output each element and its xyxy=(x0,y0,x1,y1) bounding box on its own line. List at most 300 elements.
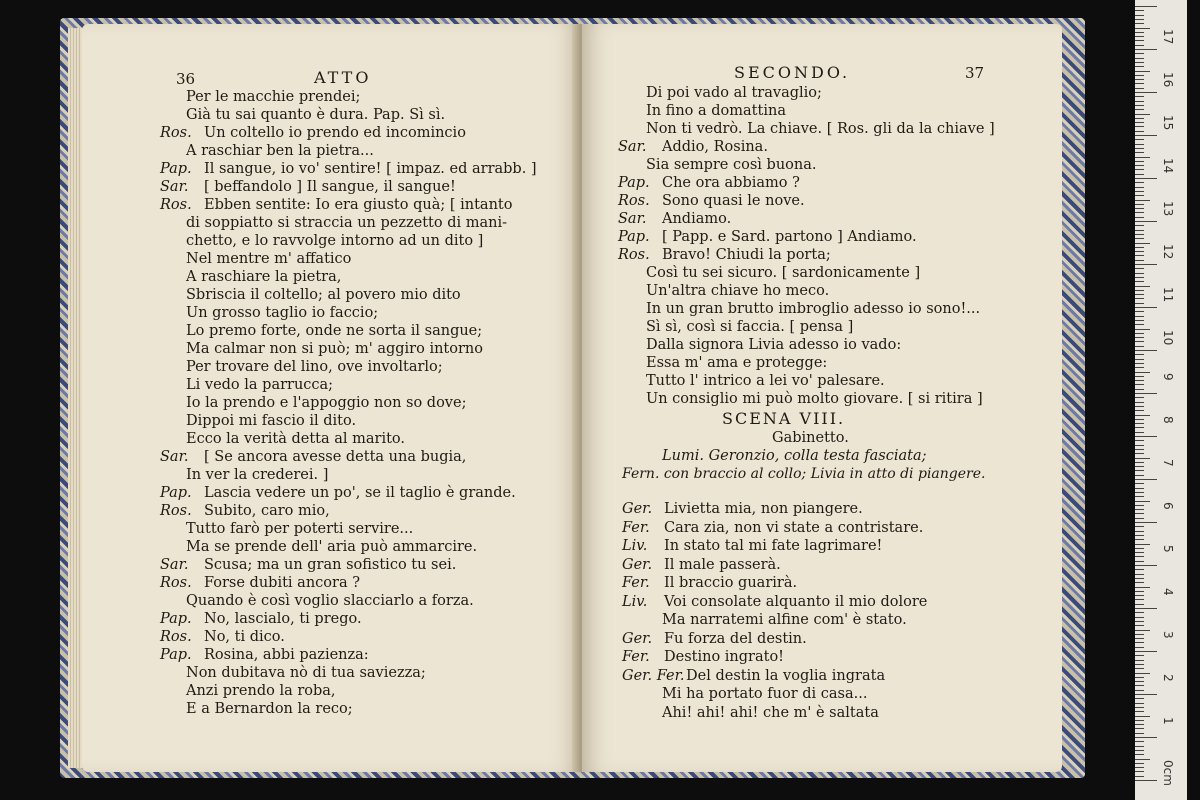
ruler-tick xyxy=(1135,260,1144,261)
ruler-tick xyxy=(1135,118,1144,119)
ruler-tick xyxy=(1135,298,1144,299)
ruler-tick xyxy=(1135,677,1144,678)
ruler-label: 4 xyxy=(1161,588,1175,596)
ruler-tick xyxy=(1135,15,1144,16)
text-line: No, lascialo, ti prego. xyxy=(204,611,362,627)
ruler-tick xyxy=(1135,501,1150,502)
text-line: Anzi prendo la roba, xyxy=(186,683,336,699)
ruler-tick xyxy=(1135,169,1144,170)
ruler-tick xyxy=(1135,591,1144,592)
ruler-tick xyxy=(1135,612,1144,613)
ruler-label: 0cm xyxy=(1161,760,1175,786)
scene-title: SCENA VIII. xyxy=(722,409,846,428)
ruler-tick xyxy=(1135,767,1144,768)
text-line: In un gran brutto imbroglio adesso io sono!... xyxy=(646,301,981,317)
ruler-tick xyxy=(1135,294,1144,295)
ruler-label: 1 xyxy=(1161,717,1175,725)
ruler-tick xyxy=(1135,690,1144,691)
ruler-tick xyxy=(1135,402,1144,403)
text-line: Dippoi mi fascio il dito. xyxy=(186,413,357,429)
text-line: Fu forza del destin. xyxy=(664,630,807,647)
ruler-tick xyxy=(1135,28,1150,29)
ruler-tick xyxy=(1135,75,1144,76)
ruler-label: 9 xyxy=(1161,373,1175,381)
ruler-tick xyxy=(1135,475,1144,476)
ruler-tick xyxy=(1135,505,1144,506)
ruler-tick xyxy=(1135,780,1157,781)
ruler-tick xyxy=(1135,311,1144,312)
ruler-tick xyxy=(1135,367,1144,368)
ruler-tick xyxy=(1135,561,1144,562)
ruler-tick xyxy=(1135,470,1144,471)
ruler-tick xyxy=(1135,419,1144,420)
ruler-tick xyxy=(1135,71,1150,72)
ruler-tick xyxy=(1135,531,1144,532)
text-line: Rosina, abbi pazienza: xyxy=(204,647,369,663)
text-line: Dalla signora Livia adesso io vado: xyxy=(646,337,902,353)
speaker-label: Ros. xyxy=(618,247,650,263)
ruler-tick xyxy=(1135,544,1150,545)
ruler-tick xyxy=(1135,617,1144,618)
text-line: [ beffandolo ] Il sangue, il sangue! xyxy=(204,179,456,195)
ruler-tick xyxy=(1135,548,1144,549)
text-line: Già tu sai quanto è dura. Pap. Sì sì. xyxy=(186,107,446,123)
speaker-label: Ger. xyxy=(622,630,653,647)
ruler-label: 8 xyxy=(1161,416,1175,424)
ruler-label: 14 xyxy=(1161,158,1175,174)
ruler-tick xyxy=(1135,587,1150,588)
ruler-tick xyxy=(1135,380,1144,381)
ruler-tick xyxy=(1135,453,1144,454)
ruler-tick xyxy=(1135,79,1144,80)
ruler-tick xyxy=(1135,157,1150,158)
text-line: Andiamo. xyxy=(662,211,732,227)
ruler-tick xyxy=(1135,496,1144,497)
text-line: Livietta mia, non piangere. xyxy=(664,501,863,517)
ruler-tick xyxy=(1135,716,1150,717)
ruler-tick xyxy=(1135,427,1144,428)
ruler-tick xyxy=(1135,664,1144,665)
speaker-label: Liv. xyxy=(622,593,648,610)
speaker-label: Ros. xyxy=(160,197,192,213)
text-line: Ecco la verità detta al marito. xyxy=(186,431,406,447)
speaker-label: Ros. xyxy=(160,575,192,591)
ruler-tick xyxy=(1135,152,1144,153)
text-line: In stato tal mi fate lagrimare! xyxy=(664,538,883,554)
ruler-tick xyxy=(1135,526,1144,527)
text-line: Un consiglio mi può molto giovare. [ si ritira ] xyxy=(646,391,983,407)
ruler-tick xyxy=(1135,243,1150,244)
ruler-tick xyxy=(1135,458,1150,459)
speaker-label: Pap. xyxy=(618,175,650,191)
ruler-tick xyxy=(1135,105,1144,106)
ruler-tick xyxy=(1135,707,1144,708)
text-line: Un'altra chiave ho meco. xyxy=(646,283,830,299)
ruler-tick xyxy=(1135,126,1144,127)
ruler-tick xyxy=(1135,741,1144,742)
ruler-tick xyxy=(1135,569,1144,570)
ruler-tick xyxy=(1135,513,1144,514)
ruler-tick xyxy=(1135,191,1144,192)
stage-direction: Fern. con braccio al collo; Livia in atto di piangere. xyxy=(622,466,986,482)
ruler-tick xyxy=(1135,608,1157,609)
ruler-tick xyxy=(1135,711,1144,712)
ruler-tick xyxy=(1135,359,1144,360)
ruler-tick xyxy=(1135,92,1157,93)
measurement-ruler xyxy=(1135,0,1187,800)
ruler-tick xyxy=(1135,208,1144,209)
ruler-tick xyxy=(1135,53,1144,54)
ruler-tick xyxy=(1135,556,1144,557)
ruler-tick xyxy=(1135,88,1144,89)
ruler-tick xyxy=(1135,685,1144,686)
text-line: Ahi! ahi! ahi! che m' è saltata xyxy=(662,704,879,721)
text-line: Del destin la voglia ingrata xyxy=(686,667,886,684)
ruler-tick xyxy=(1135,621,1144,622)
ruler-tick xyxy=(1135,341,1144,342)
scene-place: Gabinetto. xyxy=(772,430,849,446)
text-line: Lascia vedere un po', se il taglio è grande. xyxy=(204,485,516,501)
text-line: Tutto farò per poterti servire... xyxy=(186,521,414,537)
ruler-tick xyxy=(1135,217,1144,218)
ruler-tick xyxy=(1135,724,1144,725)
ruler-label: 7 xyxy=(1161,459,1175,467)
ruler-tick xyxy=(1135,642,1144,643)
text-line: Sbriscia il coltello; al povero mio dito xyxy=(186,287,461,303)
text-line: Il braccio guarirà. xyxy=(664,575,798,591)
ruler-tick xyxy=(1135,483,1144,484)
speaker-label: Fer. xyxy=(622,575,650,591)
ruler-tick xyxy=(1135,307,1157,308)
speaker-label: Pap. xyxy=(160,647,192,663)
text-line: Nel mentre m' affatico xyxy=(186,251,352,267)
text-line: Sì sì, così si faccia. [ pensa ] xyxy=(646,319,854,335)
text-line: Un grosso taglio io faccio; xyxy=(186,305,379,321)
text-line: di soppiatto si straccia un pezzetto di mani- xyxy=(186,215,508,231)
ruler-tick xyxy=(1135,268,1144,269)
ruler-tick xyxy=(1135,733,1144,734)
speaker-label: Ros. xyxy=(160,503,192,519)
speaker-label: Pap. xyxy=(160,485,192,501)
text-line: Io la prendo e l'appoggio non so dove; xyxy=(186,395,467,411)
ruler-tick xyxy=(1135,582,1144,583)
ruler-tick xyxy=(1135,432,1144,433)
ruler-tick xyxy=(1135,384,1144,385)
running-header: ATTO xyxy=(314,68,372,87)
ruler-label: 3 xyxy=(1161,631,1175,639)
speaker-label: Ger. xyxy=(622,556,653,573)
text-line: Destino ingrato! xyxy=(664,649,785,665)
ruler-tick xyxy=(1135,144,1144,145)
speaker-label: Pap. xyxy=(618,229,650,245)
ruler-tick xyxy=(1135,750,1144,751)
ruler-tick xyxy=(1135,346,1144,347)
ruler-tick xyxy=(1135,638,1144,639)
right-page xyxy=(582,24,1062,772)
ruler-tick xyxy=(1135,45,1144,46)
ruler-tick xyxy=(1135,83,1144,84)
ruler-tick xyxy=(1135,746,1144,747)
speaker-label: Fer. xyxy=(622,519,650,536)
speaker-label: Sar. xyxy=(618,139,647,155)
ruler-label: 11 xyxy=(1161,287,1175,303)
ruler-label: 10 xyxy=(1161,330,1175,346)
ruler-tick xyxy=(1135,96,1144,97)
ruler-label: 16 xyxy=(1161,72,1175,88)
text-line: Che ora abbiamo ? xyxy=(662,175,800,191)
ruler-tick xyxy=(1135,187,1144,188)
running-header: SECONDO. xyxy=(734,63,851,82)
ruler-tick xyxy=(1135,449,1144,450)
ruler-tick xyxy=(1135,320,1144,321)
ruler-tick xyxy=(1135,354,1144,355)
text-line: Li vedo la parrucca; xyxy=(186,377,334,393)
ruler-tick xyxy=(1135,6,1157,7)
text-line: Per le macchie prendei; xyxy=(186,89,361,105)
speaker-label: Pap. xyxy=(160,611,192,627)
ruler-tick xyxy=(1135,49,1157,50)
speaker-label: Pap. xyxy=(160,161,192,177)
text-line: Un coltello io prendo ed incomincio xyxy=(204,125,466,141)
ruler-tick xyxy=(1135,776,1144,777)
ruler-tick xyxy=(1135,522,1157,523)
text-line: Lo premo forte, onde ne sorta il sangue; xyxy=(186,323,483,339)
ruler-tick xyxy=(1135,445,1144,446)
ruler-label: 15 xyxy=(1161,115,1175,131)
ruler-tick xyxy=(1135,316,1144,317)
text-line: No, ti dico. xyxy=(204,629,285,645)
ruler-tick xyxy=(1135,759,1150,760)
ruler-tick xyxy=(1135,634,1144,635)
text-line: [ Papp. e Sard. partono ] Andiamo. xyxy=(662,229,917,245)
page-number: 36 xyxy=(176,70,196,88)
text-line: Subito, caro mio, xyxy=(204,503,330,519)
ruler-tick xyxy=(1135,337,1144,338)
ruler-tick xyxy=(1135,703,1144,704)
text-line: Forse dubiti ancora ? xyxy=(204,575,360,591)
ruler-tick xyxy=(1135,264,1157,265)
ruler-label: 17 xyxy=(1161,29,1175,45)
ruler-tick xyxy=(1135,221,1157,222)
ruler-tick xyxy=(1135,415,1150,416)
ruler-tick xyxy=(1135,148,1144,149)
speaker-label: Liv. xyxy=(622,538,648,554)
ruler-label: 5 xyxy=(1161,545,1175,553)
ruler-tick xyxy=(1135,178,1157,179)
text-line: In fino a domattina xyxy=(646,103,786,119)
ruler-tick xyxy=(1135,363,1144,364)
ruler-tick xyxy=(1135,225,1144,226)
text-line: Il sangue, io vo' sentire! [ impaz. ed arrabb. ] xyxy=(204,161,537,177)
ruler-label: 6 xyxy=(1161,502,1175,510)
ruler-tick xyxy=(1135,303,1144,304)
text-line: Tutto l' intrico a lei vo' palesare. xyxy=(646,373,885,389)
text-line: Non dubitava nò di tua saviezza; xyxy=(186,665,426,681)
text-line: Cara zia, non vi state a contristare. xyxy=(664,519,924,536)
speaker-label: Sar. xyxy=(160,179,189,195)
ruler-tick xyxy=(1135,655,1144,656)
ruler-tick xyxy=(1135,698,1144,699)
speaker-label: Sar. xyxy=(160,557,189,573)
ruler-tick xyxy=(1135,393,1157,394)
text-line: Non ti vedrò. La chiave. [ Ros. gli da la chiave ] xyxy=(646,121,995,137)
text-line: Di poi vado al travaglio; xyxy=(646,85,822,101)
ruler-tick xyxy=(1135,200,1150,201)
ruler-tick xyxy=(1135,462,1144,463)
text-line: Sia sempre così buona. xyxy=(646,157,817,173)
ruler-tick xyxy=(1135,58,1144,59)
ruler-tick xyxy=(1135,488,1144,489)
ruler-label: 13 xyxy=(1161,201,1175,217)
ruler-tick xyxy=(1135,247,1144,248)
ruler-tick xyxy=(1135,230,1144,231)
ruler-tick xyxy=(1135,212,1144,213)
text-line: A raschiare la pietra, xyxy=(186,269,342,285)
text-line: A raschiar ben la pietra... xyxy=(186,143,374,159)
ruler-tick xyxy=(1135,372,1150,373)
ruler-tick xyxy=(1135,389,1144,390)
ruler-tick xyxy=(1135,182,1144,183)
ruler-tick xyxy=(1135,599,1144,600)
speaker-label: Ros. xyxy=(160,629,192,645)
ruler-tick xyxy=(1135,195,1144,196)
ruler-tick xyxy=(1135,728,1144,729)
ruler-tick xyxy=(1135,324,1144,325)
ruler-tick xyxy=(1135,66,1144,67)
ruler-tick xyxy=(1135,535,1144,536)
ruler-tick xyxy=(1135,595,1144,596)
ruler-tick xyxy=(1135,135,1157,136)
text-line: Ma narratemi alfine com' è stato. xyxy=(662,612,907,628)
ruler-tick xyxy=(1135,109,1144,110)
ruler-tick xyxy=(1135,423,1144,424)
ruler-tick xyxy=(1135,509,1144,510)
ruler-tick xyxy=(1135,286,1150,287)
ruler-tick xyxy=(1135,376,1144,377)
ruler-tick xyxy=(1135,174,1144,175)
ruler-tick xyxy=(1135,165,1144,166)
left-page xyxy=(82,24,580,772)
speaker-label: Ger. Fer. xyxy=(622,667,685,684)
ruler-tick xyxy=(1135,281,1144,282)
text-line: Il male passerà. xyxy=(664,556,781,573)
ruler-tick xyxy=(1135,763,1144,764)
ruler-tick xyxy=(1135,238,1144,239)
ruler-tick xyxy=(1135,436,1157,437)
speaker-label: Sar. xyxy=(618,211,647,227)
ruler-tick xyxy=(1135,333,1144,334)
ruler-tick xyxy=(1135,131,1144,132)
ruler-tick xyxy=(1135,720,1144,721)
speaker-label: Ger. xyxy=(622,501,653,517)
ruler-tick xyxy=(1135,329,1150,330)
text-line: Sono quasi le nove. xyxy=(662,193,805,209)
ruler-tick xyxy=(1135,114,1150,115)
text-line: In ver la crederei. ] xyxy=(186,467,329,483)
text-line: Essa m' ama e protegge: xyxy=(646,355,828,371)
ruler-tick xyxy=(1135,625,1144,626)
ruler-tick xyxy=(1135,122,1144,123)
ruler-tick xyxy=(1135,234,1144,235)
ruler-tick xyxy=(1135,397,1144,398)
ruler-tick xyxy=(1135,604,1144,605)
stage-direction: Lumi. Geronzio, colla testa fasciata; xyxy=(662,448,927,464)
ruler-tick xyxy=(1135,668,1144,669)
ruler-tick xyxy=(1135,36,1144,37)
text-line: Mi ha portato fuor di casa... xyxy=(662,686,868,702)
ruler-tick xyxy=(1135,23,1144,24)
ruler-tick xyxy=(1135,574,1144,575)
ruler-tick xyxy=(1135,101,1144,102)
ruler-tick xyxy=(1135,273,1144,274)
ruler-tick xyxy=(1135,251,1144,252)
ruler-tick xyxy=(1135,660,1144,661)
speaker-label: Sar. xyxy=(160,449,189,465)
speaker-label: Fer. xyxy=(622,649,650,665)
ruler-tick xyxy=(1135,479,1157,480)
ruler-tick xyxy=(1135,40,1144,41)
ruler-tick xyxy=(1135,539,1144,540)
text-line: Per trovare del lino, ove involtarlo; xyxy=(186,359,443,375)
ruler-tick xyxy=(1135,492,1144,493)
ruler-tick xyxy=(1135,62,1144,63)
ruler-tick xyxy=(1135,32,1144,33)
ruler-tick xyxy=(1135,19,1144,20)
text-line: Scusa; ma un gran sofistico tu sei. xyxy=(204,557,457,573)
ruler-label: 2 xyxy=(1161,674,1175,682)
text-line: Quando è così voglio slacciarlo a forza. xyxy=(186,593,474,609)
text-line: Così tu sei sicuro. [ sardonicamente ] xyxy=(646,265,921,281)
ruler-tick xyxy=(1135,410,1144,411)
text-line: Ma calmar non si può; m' aggiro intorno xyxy=(186,341,483,357)
ruler-tick xyxy=(1135,630,1150,631)
ruler-tick xyxy=(1135,673,1150,674)
ruler-tick xyxy=(1135,406,1144,407)
ruler-tick xyxy=(1135,518,1144,519)
ruler-label: 12 xyxy=(1161,244,1175,260)
ruler-tick xyxy=(1135,754,1144,755)
ruler-tick xyxy=(1135,565,1157,566)
ruler-tick xyxy=(1135,290,1144,291)
page-number: 37 xyxy=(965,64,985,82)
text-line: Voi consolate alquanto il mio dolore xyxy=(664,593,928,610)
speaker-label: Ros. xyxy=(618,193,650,209)
ruler-tick xyxy=(1135,204,1144,205)
text-line: Addio, Rosina. xyxy=(662,139,768,155)
text-line: chetto, e lo ravvolge intorno ad un dito ] xyxy=(186,233,484,249)
ruler-tick xyxy=(1135,681,1144,682)
text-line: Ebben sentite: Io era giusto quà; [ intanto xyxy=(204,197,513,213)
text-line: Bravo! Chiudi la porta; xyxy=(662,247,831,263)
ruler-tick xyxy=(1135,277,1144,278)
ruler-tick xyxy=(1135,255,1144,256)
ruler-tick xyxy=(1135,552,1144,553)
text-line: [ Se ancora avesse detta una bugia, xyxy=(204,449,467,465)
ruler-tick xyxy=(1135,350,1157,351)
ruler-tick xyxy=(1135,10,1144,11)
ruler-tick xyxy=(1135,651,1157,652)
ruler-tick xyxy=(1135,578,1144,579)
ruler-tick xyxy=(1135,161,1144,162)
speaker-label: Ros. xyxy=(160,125,192,141)
text-line: E a Bernardon la reco; xyxy=(186,701,353,717)
ruler-tick xyxy=(1135,466,1144,467)
ruler-tick xyxy=(1135,139,1144,140)
text-line: Ma se prende dell' aria può ammarcire. xyxy=(186,539,478,555)
ruler-tick xyxy=(1135,694,1157,695)
ruler-tick xyxy=(1135,771,1144,772)
ruler-tick xyxy=(1135,647,1144,648)
